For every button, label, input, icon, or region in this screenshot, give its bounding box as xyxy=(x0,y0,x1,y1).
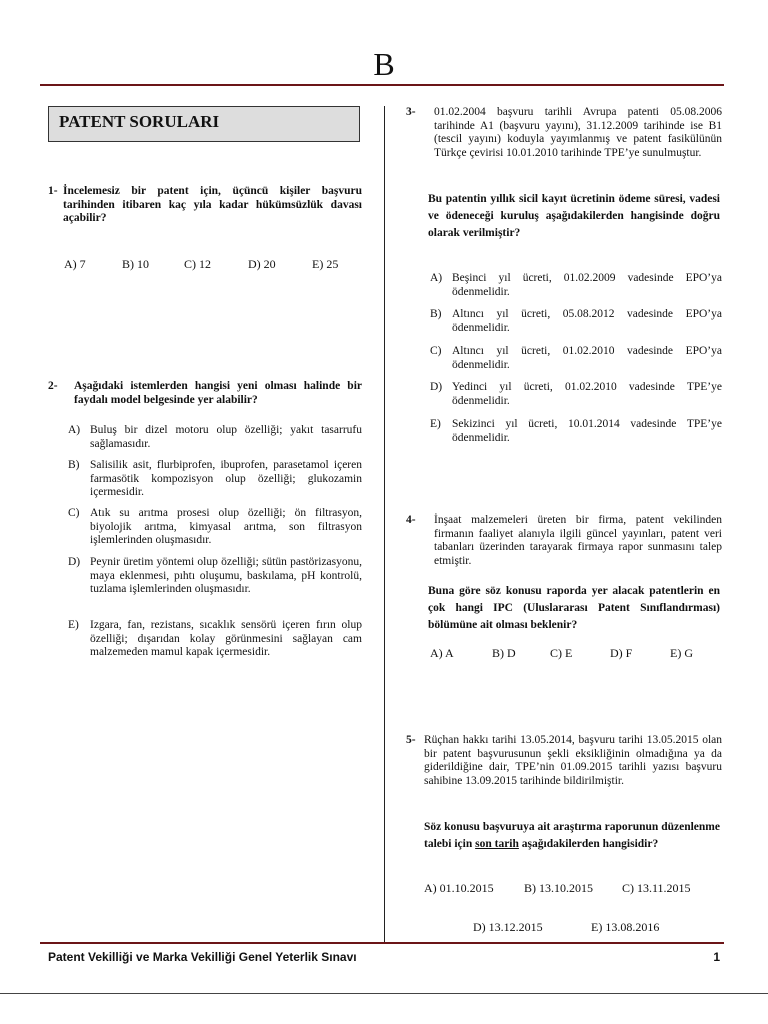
section-title: PATENT SORULARI xyxy=(59,112,220,131)
question-prompt: Bu patentin yıllık sicil kayıt ücretinin ödeme süresi, vadesi ve ödeneceği kuruluş aşağıdakilerden hangisinde doğru olarak verilmiştir? xyxy=(428,193,720,239)
question-3-prompt xyxy=(428,191,720,242)
option-a[interactable]: A) 7 xyxy=(64,257,86,271)
option-label: E) xyxy=(68,619,79,631)
booklet-letter: B xyxy=(373,46,395,82)
option-label: B) xyxy=(68,459,80,471)
prompt-part-2: aşağıdakilerden hangisidir? xyxy=(521,838,659,850)
question-text: 01.02.2004 başvuru tarihli Avrupa patenti 05.08.2006 tarihinde A1 (başvuru yayını), 31.12.2009 tarihinde ise B1 (tescil yayını) koduyla yayımlanmış ve patent fasikülünün Türkçe çevirisi 10.01.2010 tarihinde TPE’ye sunulmuştur. xyxy=(434,106,722,159)
option-text: Izgara, fan, rezistans, sıcaklık sensörü içeren fırın olup özelliği; dışarıdan kolay görünmesini sağlayan cam malzemeden mamul kapak içermesidir. xyxy=(90,619,362,658)
option-text: Atık su arıtma prosesi olup özelliği; ön filtrasyon, biyolojik arıtma, kimyasal arıtma, son filtrasyon işlemlerinden oluşmasıdır. xyxy=(90,507,362,546)
page-number: 1 xyxy=(713,950,720,964)
question-prompt xyxy=(424,819,720,853)
option-b[interactable]: B) 13.10.2015 xyxy=(524,881,593,895)
header-rule xyxy=(40,84,724,86)
question-number: 3- xyxy=(406,106,416,118)
option-text: Sekizinci yıl ücreti, 10.01.2014 vadesinde TPE’ye ödenmelidir. xyxy=(452,418,722,444)
option-d[interactable]: D) 20 xyxy=(248,257,276,271)
question-text: Aşağıdaki istemlerden hangisi yeni olması halinde bir faydalı model belgesinde yer alabilir? xyxy=(74,380,362,406)
option-text: Yedinci yıl ücreti, 01.02.2010 vadesinde TPE’ye ödenmelidir. xyxy=(452,381,722,407)
option-label: B) xyxy=(430,308,442,320)
option-a[interactable]: A) 01.10.2015 xyxy=(424,881,494,895)
column-divider xyxy=(384,106,385,942)
prompt-part-1: Söz konusu başvuruya ait araştırma raporunun düzenlenme talebi için xyxy=(424,821,720,850)
option-label: A) xyxy=(68,424,81,436)
question-4 xyxy=(406,514,722,568)
footer-rule xyxy=(40,942,724,944)
option-text: Buluş bir dizel motoru olup özelliği; yakıt tasarrufu sağlamasıdır. xyxy=(90,424,362,450)
option-text: Salisilik asit, flurbiprofen, ibuprofen, parasetamol içeren farmasötik kompozisyon olup özelliği; glukozamin içermesidir. xyxy=(90,459,362,498)
prompt-underlined: son tarih xyxy=(475,838,519,850)
option-c[interactable]: C) 12 xyxy=(184,257,211,271)
option-d[interactable]: D) F xyxy=(610,646,633,660)
question-4-prompt xyxy=(428,583,720,634)
option-d[interactable]: D) 13.12.2015 xyxy=(473,920,543,934)
option-text: Altıncı yıl ücreti, 05.08.2012 vadesinde EPO’ya ödenmelidir. xyxy=(452,308,722,334)
bottom-rule xyxy=(0,993,768,994)
option-label: D) xyxy=(68,556,81,568)
option-e[interactable]: E) 13.08.2016 xyxy=(591,920,660,934)
question-number: 5- xyxy=(406,734,416,746)
option-text: Peynir üretim yöntemi olup özelliği; sütün pastörizasyonu, maya eklenmesi, pıhtı oluşumu, baskılama, pH kontrolü, tuzlama işlemlerinden oluşmasıdır. xyxy=(90,556,362,595)
question-prompt: Buna göre söz konusu raporda yer alacak patentlerin en çok hangi IPC (Uluslararası Patent Sınıflandırması) bölümüne ait olması beklenir? xyxy=(428,585,720,631)
option-b[interactable]: B) 10 xyxy=(122,257,149,271)
option-label: E) xyxy=(430,418,441,430)
option-e[interactable]: E) 25 xyxy=(312,257,339,271)
question-number: 2- xyxy=(48,380,58,392)
footer-exam-name: Patent Vekilliği ve Marka Vekilliği Genel Yeterlik Sınavı xyxy=(48,950,357,964)
question-text: İncelemesiz bir patent için, üçüncü kişiler başvuru tarihinden itibaren kaç yıla kadar hükümsüzlük davası açabilir? xyxy=(63,185,362,224)
question-number: 1- xyxy=(48,185,58,197)
option-text: Beşinci yıl ücreti, 01.02.2009 vadesinde EPO’ya ödenmelidir. xyxy=(452,272,722,298)
option-c[interactable]: C) E xyxy=(550,646,573,660)
option-a[interactable]: A) A xyxy=(430,646,454,660)
option-b[interactable]: B) D xyxy=(492,646,516,660)
option-e[interactable]: E) G xyxy=(670,646,693,660)
option-label: C) xyxy=(430,345,442,357)
question-5 xyxy=(406,734,722,788)
option-text: Altıncı yıl ücreti, 01.02.2010 vadesinde EPO’ya ödenmelidir. xyxy=(452,345,722,371)
section-title-box xyxy=(48,106,360,142)
question-3 xyxy=(406,106,722,160)
option-label: D) xyxy=(430,381,443,393)
option-c[interactable]: C) 13.11.2015 xyxy=(622,881,691,895)
question-2 xyxy=(48,380,362,407)
option-label: A) xyxy=(430,272,443,284)
question-text: İnşaat malzemeleri üreten bir firma, patent vekilinden firmanın faaliyet alanıyla ilgili güncel yayınları, patent veri tabanları üzerinden tarayarak firmaya rapor sunmasını talep etmiştir. xyxy=(434,514,722,567)
option-label: C) xyxy=(68,507,80,519)
question-1 xyxy=(48,185,362,226)
question-number: 4- xyxy=(406,514,416,526)
question-5-prompt xyxy=(424,819,720,853)
question-text: Rüçhan hakkı tarihi 13.05.2014, başvuru tarihi 13.05.2015 olan bir patent başvurusunun şekli eksikliğinin olmadığına ya da giderildiğine dair, TPE’nin 01.09.2015 tarihli yazısı başvuru sahibine 13.09.2015 tarihinde bildirilmiştir. xyxy=(424,734,722,787)
